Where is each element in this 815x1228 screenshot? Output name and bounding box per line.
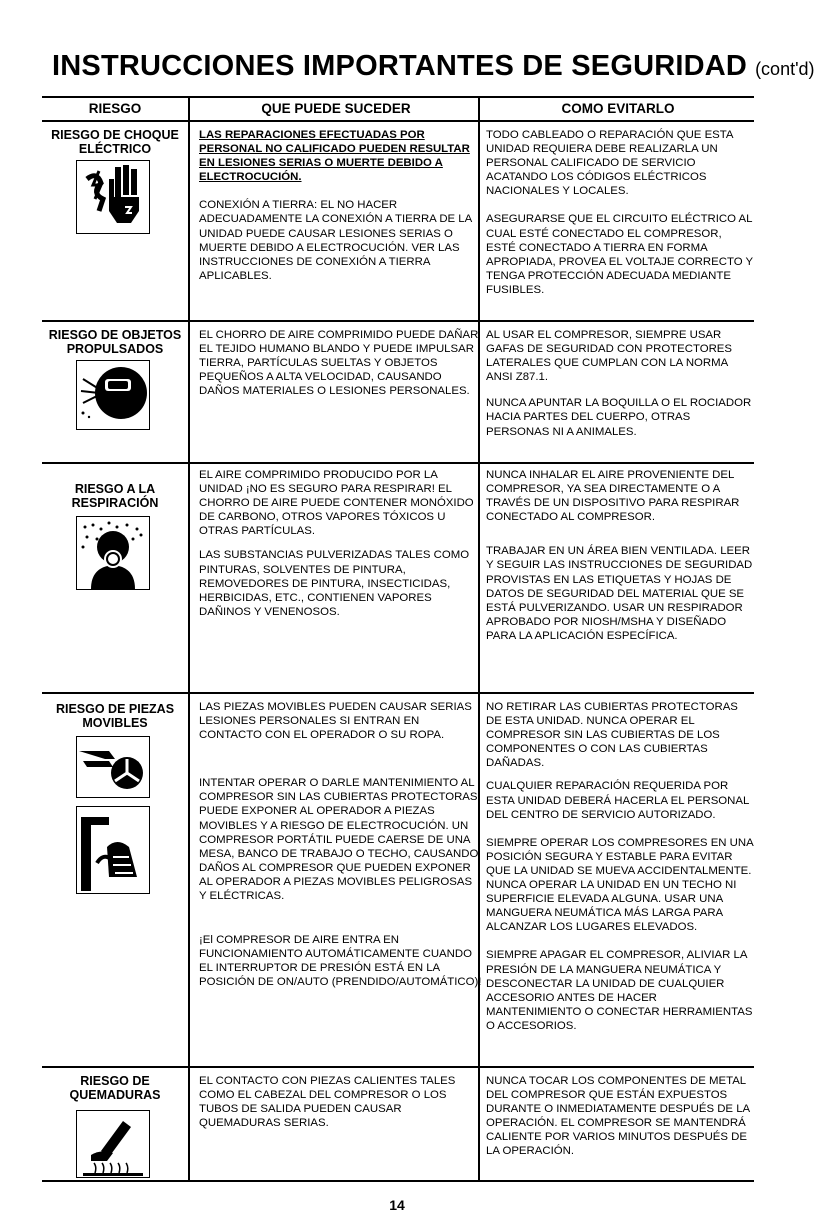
- what-cell: [199, 128, 482, 292]
- text-paragraph: TODO CABLEADO O REPARACIÓN QUE ESTA UNIDAD REQUIERA DEBE REALIZARLA UN PERSONAL CALIFICADO DE SERVICIO ACATANDO LOS CÓDIGOS ELÉCTRICOS NACIONALES Y LOCALES.: [486, 129, 733, 198]
- text-paragraph: INTENTAR OPERAR O DARLE MANTENIMIENTO AL COMPRESOR SIN LAS CUBIERTAS PROTECTORAS PUEDE EXPONER AL OPERADOR A PIEZAS MOVIBLES Y A RIESGO DE ELECTROCUCIÓN. UN COMPRESOR PORTÁTIL PUEDE CAERSE DE UNA MESA, BANCO DE TRABAJO O TECHO, CAUSANDO DAÑOS AL COMPRESOR QUE PUEDEN EXPONER AL OPERADOR A PIEZAS MOVIBLES PELIGROSAS Y ELÉCTRICAS.: [199, 777, 479, 903]
- header-risk: RIESGO: [88, 101, 142, 116]
- risk-title: RIESGO DE PIEZAS MOVIBLES: [55, 702, 175, 730]
- risk-cell: [42, 128, 188, 156]
- text-paragraph: NUNCA APUNTAR LA BOQUILLA O EL ROCIADOR HACIA PARTES DEL CUERPO, OTRAS PERSONAS NI A ANIMALES.: [486, 397, 752, 438]
- risk-cell: [42, 702, 188, 730]
- text-paragraph: ¡El COMPRESOR DE AIRE ENTRA EN FUNCIONAMIENTO AUTOMÁTICAMENTE CUANDO EL INTERRUPTOR DE PRESIÓN ESTÁ EN LA POSICIÓN DE ON/AUTO (PRENDIDO/AUTOMÁTICO)!: [199, 934, 482, 989]
- what-cell: [199, 700, 482, 999]
- text-paragraph: EL AIRE COMPRIMIDO PRODUCIDO POR LA UNIDAD ¡NO ES SEGURO PARA RESPIRAR! EL CHORRO DE AIRE PUEDE CONTENER MONÓXIDO DE CARBONO, OTROS VAPORES TÓXICOS U OTRAS PARTÍCULAS.: [199, 469, 474, 538]
- table-bottom-rule: [42, 1180, 754, 1182]
- text-paragraph: CUALQUIER REPARACIÓN REQUERIDA POR ESTA UNIDAD DEBERÁ HACERLA EL PERSONAL DEL CENTRO DE SERVICIO AUTORIZADO.: [486, 780, 749, 821]
- risk-title: RIESGO DE QUEMADURAS: [69, 1074, 161, 1102]
- title-suffix: (cont'd): [755, 59, 815, 79]
- column-divider-1: [188, 96, 190, 1182]
- how-cell: [486, 1074, 754, 1168]
- text-paragraph: NUNCA INHALAR EL AIRE PROVENIENTE DEL COMPRESOR, YA SEA DIRECTAMENTE O A TRAVÉS DE UN DISPOSITIVO PARA RESPIRAR CONECTADO AL COMPRESOR.: [486, 469, 740, 524]
- page-number: 14: [389, 1197, 405, 1213]
- header-how: COMO EVITARLO: [561, 101, 675, 116]
- risk-cell: [42, 1074, 188, 1102]
- text-paragraph: LAS PIEZAS MOVIBLES PUEDEN CAUSAR SERIAS LESIONES PERSONALES SI ENTRAN EN CONTACTO CON EL OPERADOR O SU ROPA.: [199, 701, 472, 742]
- how-cell: [486, 468, 754, 652]
- risk-cell: [42, 482, 188, 510]
- what-cell: [199, 468, 482, 628]
- text-paragraph: TRABAJAR EN UN ÁREA BIEN VENTILADA. LEER Y SEGUIR LAS INSTRUCCIONES DE SEGURIDAD PROVISTAS EN LAS ETIQUETAS Y HOJAS DE DATOS DE SEGURIDAD DEL MATERIAL QUE SE ESTÁ PULVERIZANDO. USAR UN RESPIRADOR APROBADO POR NIOSH/MSHA Y DISEÑADO PARA LA APLICACIÓN ESPECÍFICA.: [486, 545, 753, 642]
- text-paragraph: CONEXIÓN A TIERRA: EL NO HACER ADECUADAMENTE LA CONEXIÓN A TIERRA DE LA UNIDAD PUEDE CAUSAR LESIONES SERIAS O MUERTE DEBIDO A ELECTROCUCIÓN. VER LAS INSTRUCCIONES DE CONEXIÓN A TIERRA APLICABLES.: [199, 199, 472, 282]
- row-rule: [42, 320, 754, 322]
- text-paragraph: AL USAR EL COMPRESOR, SIEMPRE USAR GAFAS DE SEGURIDAD CON PROTECTORES LATERALES QUE CUMPLAN CON LA NORMA ANSI Z87.1.: [486, 329, 732, 384]
- how-cell: [486, 128, 754, 306]
- safety-goggles-icon: [76, 360, 150, 430]
- risk-title: RIESGO A LA RESPIRACIÓN: [71, 482, 159, 510]
- header-rule: [42, 120, 754, 122]
- header-what: QUE PUEDE SUCEDER: [261, 101, 411, 116]
- risk-cell: [42, 328, 188, 356]
- row-rule: [42, 1066, 754, 1068]
- text-paragraph: LAS REPARACIONES EFECTUADAS POR PERSONAL NO CALIFICADO PUEDEN RESULTAR EN LESIONES SERIAS O MUERTE DEBIDO A ELECTROCUCIÓN.: [199, 129, 470, 184]
- text-paragraph: LAS SUBSTANCIAS PULVERIZADAS TALES COMO PINTURAS, SOLVENTES DE PINTURA, REMOVEDORES DE PINTURA, INSECTICIDAS, HERBICIDAS, ETC., CONTIENEN VAPORES DAÑINOS Y VENENOSOS.: [199, 549, 470, 618]
- electric-shock-icon: [76, 160, 150, 234]
- title-main: INSTRUCCIONES IMPORTANTES DE SEGURIDAD: [52, 50, 748, 82]
- text-paragraph: SIEMPRE OPERAR LOS COMPRESORES EN UNA POSICIÓN SEGURA Y ESTABLE PARA EVITAR QUE LA UNIDAD SE MUEVA ACCIDENTALMENTE. NUNCA OPERAR LA UNIDAD EN UN TECHO NI SUPERFICIE ELEVADA ALGUNA. USAR UNA MANGUERA NEUMÁTICA MÁS LARGA PARA ALCANZAR LOS LUGARES ELEVADOS.: [486, 836, 754, 934]
- text-paragraph: NUNCA TOCAR LOS COMPONENTES DE METAL DEL COMPRESOR QUE ESTÁN EXPUESTOS DURANTE O INMEDIATAMENTE DESPUÉS DE LA OPERACIÓN. EL COMPRESOR SE MANTENDRÁ CALIENTE POR VARIOS MINUTOS DESPUÉS DE LA OPERACIÓN.: [486, 1075, 750, 1158]
- row-rule: [42, 462, 754, 464]
- row-rule: [42, 692, 754, 694]
- how-cell: [486, 328, 754, 448]
- hot-surface-burn-icon: [76, 1110, 150, 1178]
- text-paragraph: ASEGURARSE QUE EL CIRCUITO ELÉCTRICO AL CUAL ESTÉ CONECTADO EL COMPRESOR, ESTÉ CONECTADO A TIERRA EN FORMA APROPIADA, PROVEA EL VOLTAJE CORRECTO Y TENGA PROTECCIÓN ADECUADA MEDIANTE FUSIBLES.: [486, 213, 753, 296]
- text-paragraph: EL CHORRO DE AIRE COMPRIMIDO PUEDE DAÑAR EL TEJIDO HUMANO BLANDO Y PUEDE IMPULSAR TIERRA, PARTÍCULAS SUELTAS Y OBJETOS PEQUEÑOS A ALTA VELOCIDAD, CAUSANDO DAÑOS MATERIALES O LESIONES PERSONALES.: [199, 329, 479, 398]
- text-paragraph: NO RETIRAR LAS CUBIERTAS PROTECTORAS DE ESTA UNIDAD. NUNCA OPERAR EL COMPRESOR SIN LAS CUBIERTAS DE LOS COMPONENTES O CON LAS CUBIERTAS DAÑADAS.: [486, 701, 738, 770]
- risk-title: RIESGO DE CHOQUE ELÉCTRICO: [51, 128, 179, 156]
- what-cell: [199, 1074, 482, 1139]
- how-cell: [486, 700, 754, 1042]
- risk-title: RIESGO DE OBJETOS PROPULSADOS: [48, 328, 182, 356]
- respirator-icon: [76, 516, 150, 590]
- fan-hand-icon: [76, 736, 150, 798]
- moving-parts-icon: [76, 806, 150, 894]
- page-title: [52, 50, 815, 83]
- text-paragraph: SIEMPRE APAGAR EL COMPRESOR, ALIVIAR LA PRESIÓN DE LA MANGUERA NEUMÁTICA Y DESCONECTAR LA UNIDAD DE CUALQUIER ACCESORIO ANTES DE HACER MANTENIMIENTO O CONECTAR HERRAMIENTAS O ACCESORIOS.: [486, 949, 753, 1032]
- what-cell: [199, 328, 482, 407]
- text-paragraph: EL CONTACTO CON PIEZAS CALIENTES TALES COMO EL CABEZAL DEL COMPRESOR O LOS TUBOS DE SALIDA PUEDEN CAUSAR QUEMADURAS SERIAS.: [199, 1075, 456, 1130]
